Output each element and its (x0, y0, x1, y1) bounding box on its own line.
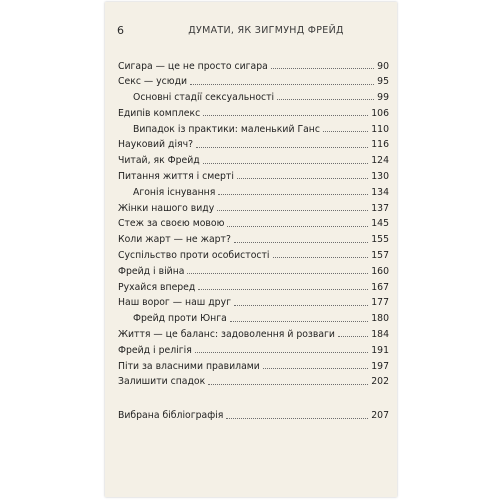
dot-leader (217, 210, 368, 211)
toc-entry-page: 106 (371, 107, 389, 119)
toc-entry-page: 177 (371, 297, 389, 309)
toc-entry-title: Життя — це баланс: задоволення й розваги (118, 329, 335, 341)
toc-entry-page: 207 (371, 410, 389, 422)
dot-leader (234, 242, 368, 243)
toc-entry-page: 197 (371, 360, 389, 372)
toc-entry-page: 137 (371, 202, 389, 214)
toc-entry-title: Питання життя і смерті (118, 171, 234, 183)
toc-entry-title: Залишити спадок (118, 376, 206, 388)
toc-entry (118, 55, 389, 71)
dot-leader (323, 131, 368, 132)
dot-leader (237, 178, 368, 179)
dot-leader (227, 226, 368, 227)
toc-entry (118, 324, 389, 340)
dot-leader (234, 305, 368, 306)
dot-leader (196, 147, 368, 148)
toc-entry-page: 167 (371, 281, 389, 293)
dot-leader (277, 99, 374, 100)
toc-entry (118, 276, 389, 292)
toc-entry (118, 134, 389, 150)
toc-entry-page: 134 (371, 186, 389, 198)
toc-subentry (118, 181, 389, 197)
toc-entry (118, 371, 389, 387)
toc-entry-title: Рухайся вперед (118, 281, 196, 293)
toc-entry-title: Коли жарт — не жарт? (118, 234, 231, 246)
dot-leader (218, 194, 368, 195)
dot-leader (203, 115, 368, 116)
book-page (105, 2, 397, 497)
toc-entry-title: Жінки нашого виду (118, 202, 215, 214)
toc-entry-title: Науковий діяч? (118, 139, 194, 151)
dot-leader (190, 84, 374, 85)
toc-subentry (118, 118, 389, 134)
toc-entry-title: Читай, як Фрейд (118, 155, 200, 167)
dot-leader (338, 336, 368, 337)
running-title: ДУМАТИ, ЯК ЗИГМУНД ФРЕЙД (188, 25, 344, 36)
toc-entry-page: 184 (371, 329, 389, 341)
toc-entry-page: 130 (371, 171, 389, 183)
toc-subentry (118, 87, 389, 103)
toc-entry-title: Едипів комплекс (118, 107, 201, 119)
toc-entry (118, 197, 389, 213)
toc-entry (118, 166, 389, 182)
toc-entry-title: Наш ворог — наш друг (118, 297, 231, 309)
page-number: 6 (117, 24, 124, 37)
dot-leader (187, 273, 368, 274)
toc-entry-page: 155 (371, 234, 389, 246)
toc-entry-title: Агонія існування (133, 186, 216, 198)
toc-entry-title: Стеж за своєю мовою (118, 218, 225, 230)
dot-leader (198, 289, 368, 290)
toc-entry-page: 99 (377, 92, 389, 104)
toc-entry-title: Піти за власними правилами (118, 360, 260, 372)
toc-entry (118, 229, 389, 245)
toc-entry-title: Секс — усюди (118, 76, 188, 88)
dot-leader (273, 257, 369, 258)
dot-leader (226, 418, 368, 419)
toc-entry-page: 110 (371, 123, 389, 135)
toc-entry (118, 213, 389, 229)
toc-entry (118, 102, 389, 118)
toc-entry-bibliography (118, 405, 389, 421)
toc-entry (118, 245, 389, 261)
toc-entry-page: 191 (371, 344, 389, 356)
toc-entry-page: 90 (377, 60, 389, 72)
toc-entry-page: 180 (371, 313, 389, 325)
toc-entry (118, 339, 389, 355)
toc-entry-page: 145 (371, 218, 389, 230)
toc-entry (118, 292, 389, 308)
toc-entry (118, 150, 389, 166)
dot-leader (208, 384, 368, 385)
dot-leader (263, 368, 368, 369)
toc-subentry (118, 308, 389, 324)
toc-entry-title: Суспільство проти особистості (118, 250, 270, 262)
toc-entry-page: 116 (371, 139, 389, 151)
dot-leader (230, 321, 368, 322)
toc-entry (118, 71, 389, 87)
toc-entry-title: Вибрана бібліографія (118, 410, 224, 422)
dot-leader (271, 68, 374, 69)
toc-entry-title: Фрейд проти Юнга (133, 313, 227, 325)
toc-entry-title: Випадок із практики: маленький Ганс (133, 123, 320, 135)
page-header (105, 24, 397, 38)
toc-entry-page: 202 (371, 376, 389, 388)
toc-entry-page: 157 (371, 250, 389, 262)
toc-entry-title: Основні стадії сексуальності (133, 92, 275, 104)
toc-entry-page: 95 (377, 76, 389, 88)
toc-entry-title: Фрейд і релігія (118, 344, 192, 356)
toc-spacer (118, 387, 389, 405)
toc-entry-title: Фрейд і війна (118, 265, 185, 277)
table-of-contents (118, 55, 389, 421)
toc-entry-page: 124 (371, 155, 389, 167)
dot-leader (203, 163, 369, 164)
dot-leader (195, 352, 368, 353)
toc-entry (118, 355, 389, 371)
toc-entry (118, 260, 389, 276)
toc-entry-title: Сигара — це не просто сигара (118, 60, 268, 72)
toc-entry-page: 160 (371, 265, 389, 277)
